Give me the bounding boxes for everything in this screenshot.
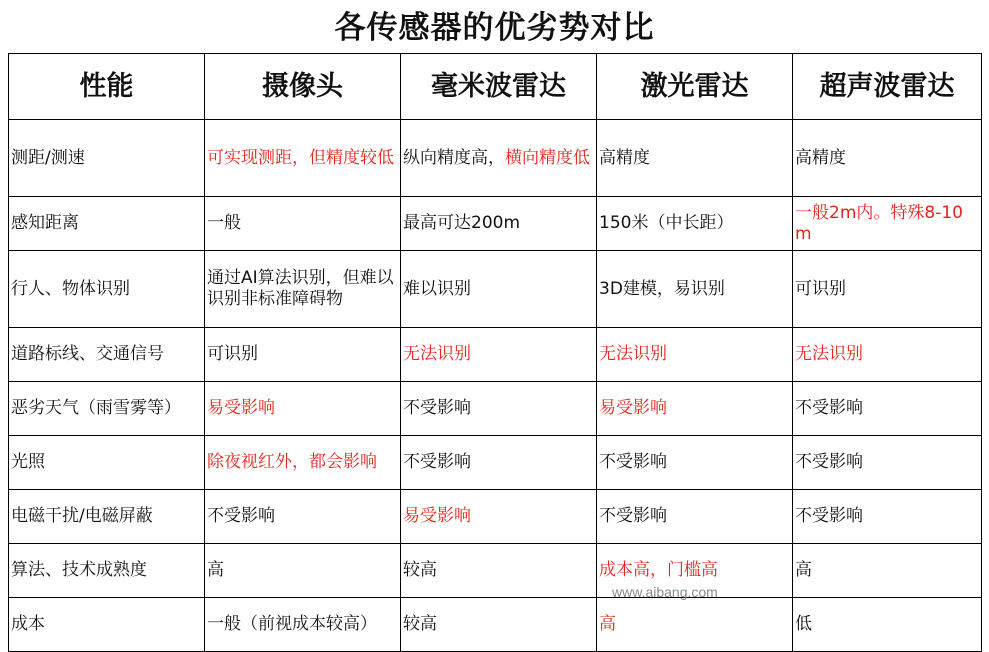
row-label: 光照 — [9, 436, 205, 490]
table-cell — [401, 436, 597, 490]
table-cell — [597, 197, 793, 251]
cell-text: 可识别 — [207, 344, 258, 364]
cell-text: 不受影响 — [207, 506, 275, 526]
table-row — [9, 328, 982, 382]
cell-text: 横向精度低 — [505, 147, 590, 168]
row-label: 测距/测速 — [9, 120, 205, 197]
table-cell — [205, 436, 401, 490]
row-label: 电磁干扰/电磁屏蔽 — [9, 490, 205, 544]
table-row — [9, 120, 982, 197]
cell-text: 无法识别 — [795, 344, 863, 364]
cell-text: 3D建模，易识别 — [599, 278, 725, 299]
cell-text: 难以识别 — [403, 278, 471, 299]
table-cell — [205, 197, 401, 251]
table-cell — [205, 328, 401, 382]
cell-text: 成本高，门槛高 — [599, 560, 718, 580]
table-cell — [793, 328, 982, 382]
row-label: 道路标线、交通信号 — [9, 328, 205, 382]
table-cell — [793, 197, 982, 251]
table-cell — [597, 328, 793, 382]
table-row — [9, 490, 982, 544]
table-row — [9, 251, 982, 328]
cell-text: 较高 — [403, 560, 437, 580]
cell-text: 不受影响 — [403, 398, 471, 418]
cell-text: 可识别 — [795, 278, 846, 299]
table-cell — [597, 120, 793, 197]
cell-text: 最高可达200m — [403, 213, 521, 233]
row-label: 算法、技术成熟度 — [9, 544, 205, 598]
cell-text: 除夜视红外，都会影响 — [207, 452, 377, 472]
cell-text: 易受影响 — [403, 506, 471, 526]
cell-text: 易受影响 — [599, 398, 667, 418]
table-row — [9, 436, 982, 490]
cell-text: 高精度 — [795, 147, 846, 168]
table-cell — [793, 382, 982, 436]
cell-text: 高 — [795, 560, 812, 580]
cell-text: 较高 — [403, 614, 437, 634]
table-cell — [793, 251, 982, 328]
header-cell-lidar: 激光雷达 — [597, 54, 793, 120]
table-cell — [401, 197, 597, 251]
table-row — [9, 544, 982, 598]
header-cell-performance: 性能 — [9, 54, 205, 120]
table-cell — [597, 436, 793, 490]
table-cell — [597, 598, 793, 652]
watermark: www.aibang.com — [612, 584, 718, 600]
table-cell — [793, 490, 982, 544]
table-cell — [597, 490, 793, 544]
table-cell — [401, 251, 597, 328]
table-cell — [401, 598, 597, 652]
table-cell — [401, 382, 597, 436]
row-label: 感知距离 — [9, 197, 205, 251]
table-cell — [205, 544, 401, 598]
table-row — [9, 598, 982, 652]
table-cell — [401, 490, 597, 544]
cell-text: 高精度 — [599, 147, 650, 168]
row-label: 行人、物体识别 — [9, 251, 205, 328]
cell-text: 高 — [599, 614, 616, 634]
table-row — [9, 197, 982, 251]
cell-text: 可实现测距，但精度较低 — [207, 147, 394, 168]
header-cell-camera: 摄像头 — [205, 54, 401, 120]
table-cell — [793, 120, 982, 197]
table-cell — [793, 436, 982, 490]
table-cell — [401, 544, 597, 598]
table-cell — [793, 598, 982, 652]
cell-text: 一般 — [207, 213, 241, 233]
row-label: 成本 — [9, 598, 205, 652]
cell-text: 无法识别 — [403, 344, 471, 364]
table-cell — [793, 544, 982, 598]
header-cell-mmwave-radar: 毫米波雷达 — [401, 54, 597, 120]
cell-text: 不受影响 — [795, 398, 863, 418]
cell-text: 150米（中长距） — [599, 213, 734, 233]
cell-text: 不受影响 — [599, 452, 667, 472]
table-cell — [401, 328, 597, 382]
cell-text: 不受影响 — [795, 452, 863, 472]
cell-text: 不受影响 — [403, 452, 471, 472]
cell-text: 纵向精度高， — [403, 147, 505, 168]
cell-text: 一般（前视成本较高） — [207, 614, 377, 634]
row-label: 恶劣天气（雨雪雾等） — [9, 382, 205, 436]
table-row — [9, 382, 982, 436]
table-cell — [597, 251, 793, 328]
table-cell — [205, 120, 401, 197]
table-cell — [401, 120, 597, 197]
table-cell — [205, 598, 401, 652]
table-body — [9, 120, 982, 652]
cell-text: 一般2m内。特殊8-10m — [795, 202, 963, 244]
comparison-table — [8, 53, 982, 652]
cell-text: 不受影响 — [599, 506, 667, 526]
cell-text: 高 — [207, 560, 224, 580]
table-cell — [205, 490, 401, 544]
table-cell — [205, 382, 401, 436]
cell-text: 低 — [795, 614, 812, 634]
page-title: 各传感器的优劣势对比 — [334, 10, 655, 46]
table-cell — [205, 251, 401, 328]
cell-text: 不受影响 — [795, 506, 863, 526]
cell-text: 通过AI算法识别，但难以识别非标准障碍物 — [207, 268, 394, 309]
table-cell — [597, 382, 793, 436]
cell-text: 易受影响 — [207, 398, 275, 418]
header-cell-ultrasonic-radar: 超声波雷达 — [793, 54, 982, 120]
cell-text: 无法识别 — [599, 344, 667, 364]
header-row — [9, 54, 982, 120]
